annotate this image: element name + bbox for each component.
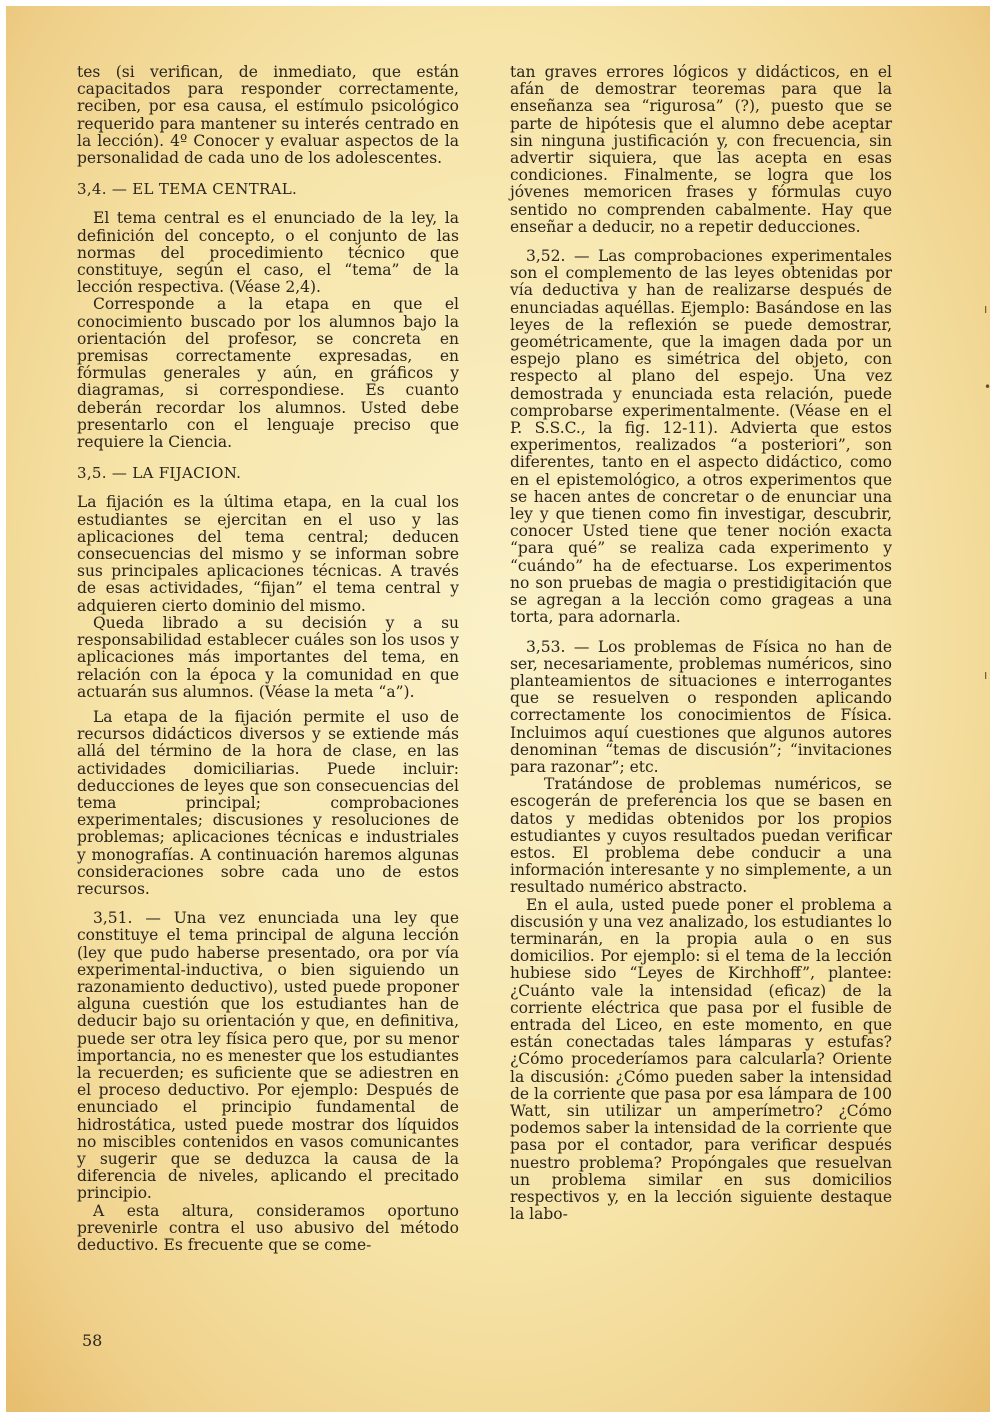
paragraph: 3,51. — Una vez enunciada una ley que constituye el tema principal de alguna lección (ley que pudo haberse presentado, ora por vía experimental-inductiva, o bien siguiendo un razonamiento deductivo), usted puede proponer alguna cuestión que los estudiantes han de deducir bajo su orientación y que, en definitiva, puede ser otra ley física pero que, por su menor importancia, no es menester que los estudiantes la recuerden; es suficiente que se adiestren en el proceso deductivo. Por ejemplo: Después de enunciado el principio fundamental de hidrostática, usted puede mostrar dos líquidos no miscibles contenidos en vasos comunicantes y sugerir que se deduzca la causa de la diferencia de niveles, aplicando el precitado principio. xyxy=(77,909,459,1203)
margin-mark: ı xyxy=(984,668,988,682)
paragraph: Queda librado a su decisión y a su responsabilidad establecer cuáles son los usos y aplicaciones más importantes del tema, en relación con la época y la comunidad en que actuarán sus alumnos. (Véase la meta “a”). xyxy=(77,613,459,701)
section-heading-3-5: 3,5. — LA FIJACION. xyxy=(77,464,242,483)
paragraph: En el aula, usted puede poner el problema a discusión y una vez analizado, los estudiantes lo terminarán, en la propia aula o en sus domicilios. Por ejemplo: si el tema de la lección hubiese sido “Leyes de Kirchhoff”, plantee: ¿Cuánto vale la intensidad (eficaz) de la corriente eléctrica que pasa por el fusible de entrada del Liceo, en este momento, en que están conectadas tales lámparas y estufas? ¿Cómo procederíamos para calcularla? Oriente la discusión: ¿Cómo pueden saber la intensidad de la corriente que pasa por esa lámpara de 100 Watt, sin utilizar un amperímetro? ¿Cómo podemos saber la intensidad de la corriente que pasa por el contador, para verificar después nuestro problema? Propóngales que resuelvan un problema similar en sus domicilios respectivos y, en la lección siguiente destaque la labo- xyxy=(510,895,892,1224)
left-column xyxy=(77,64,459,1254)
paragraph: Corresponde a la etapa en que el conocimiento buscado por los alumnos bajo la orientación del profesor, se concreta en premisas correctamente expresadas, en fórmulas generales y aún, en gráficos y diagramas, si correspondiese. Es cuanto deberán recordar los alumnos. Usted debe presentarlo con el lenguaje preciso que requiere la Ciencia. xyxy=(77,295,459,452)
paragraph: 3,52. — Las comprobaciones experimentales son el complemento de las leyes obtenidas por vía deductiva y han de realizarse después de enunciadas aquéllas. Ejemplo: Basándose en las leyes de la reflexión se puede demostrar, geométricamente, que la imagen dada por un espejo plano es simétrica del objeto, con respecto al plano del espejo. Una vez demostrada y enunciada esta relación, puede comprobarse experimentalmente. (Véase en el P. S.S.C., la fig. 12-11). Advierta que estos experimentos, realizados “a posteriori”, son diferentes, tanto en el aspecto didáctico, como en el epistemológico, a otros experimentos que se hacen antes de concretar o de enunciar una ley y que tienen como fin investigar, descubrir, conocer Usted tiene que tener noción exacta “para qué” se realiza cada experimento y “cuándo” ha de efectuarse. Los experimentos no son pruebas de magia o prestidigitación que se agregan a la lección como grageas a una torta, para adornarla. xyxy=(510,247,892,627)
paragraph: Tratándose de problemas numéricos, se escogerán de preferencia los que se basen en datos y medidas obtenidos por los propios estudiantes y cuyos resultados puedan verificar estos. El problema debe conducir a una información interesante y no simplemente, a un resultado numérico abstracto. xyxy=(510,775,892,897)
paragraph: tes (si verifican, de inmediato, que están capacitados para responder correctamente, reciben, por esa causa, el estímulo psicológico requerido para mantener su interés centrado en la lección). 4º Conocer y evaluar aspectos de la personalidad de cada uno de los adolescentes. xyxy=(77,63,459,168)
right-column xyxy=(510,64,892,1223)
paragraph: La etapa de la fijación permite el uso de recursos didácticos diversos y se extiende más allá del término de la hora de clase, en las actividades domiciliarias. Puede incluir: deducciones de leyes que son consecuencias del tema principal; comprobaciones experimentales; discusiones y resoluciones de problemas; aplicaciones técnicas e industriales y monografías. A continuación haremos algunas consideraciones sobre cada uno de estos recursos. xyxy=(77,707,459,898)
book-page xyxy=(6,6,990,1412)
paragraph: El tema central es el enunciado de la ley, la definición del concepto, o el conjunto de las normas del procedimiento técnico que constituye, según el caso, el “tema” de la lección respectiva. (Véase 2,4). xyxy=(77,209,459,297)
paragraph: tan graves errores lógicos y didácticos, en el afán de demostrar teoremas para que la enseñanza sea “rigurosa” (?), puesto que se parte de hipótesis que el alumno debe aceptar sin ninguna justificación y, con frecuencia, sin advertir siquiera, que las acepta en esas condiciones. Finalmente, se logra que los jóvenes memoricen frases y fórmulas cuyo sentido no comprenden cabalmente. Hay que enseñar a deducir, no a repetir deducciones. xyxy=(510,63,892,236)
paragraph: A esta altura, consideramos oportuno prevenirle contra el uso abusivo del método deductivo. Es frecuente que se come- xyxy=(77,1201,459,1254)
section-heading-3-4: 3,4. — EL TEMA CENTRAL. xyxy=(77,180,298,199)
page-number: 58 xyxy=(82,1331,103,1350)
paragraph: 3,53. — Los problemas de Física no han de ser, necesariamente, problemas numéricos, sino planteamientos de situaciones e interrogantes que se resuelven o responden aplicando correctamente los conocimientos de Física. Incluimos aquí cuestiones que algunos autores denominan “temas de discusión”; “invitaciones para razonar”; etc. xyxy=(510,637,892,776)
paragraph: La fijación es la última etapa, en la cual los estudiantes se ejercitan en el uso y las aplicaciones del tema central; deducen consecuencias del mismo y se informan sobre sus principales aplicaciones técnicas. A través de esas actividades, “fijan” el tema central y adquieren cierto dominio del mismo. xyxy=(77,493,459,615)
margin-mark: ı xyxy=(984,302,988,316)
margin-mark: • xyxy=(984,380,992,394)
